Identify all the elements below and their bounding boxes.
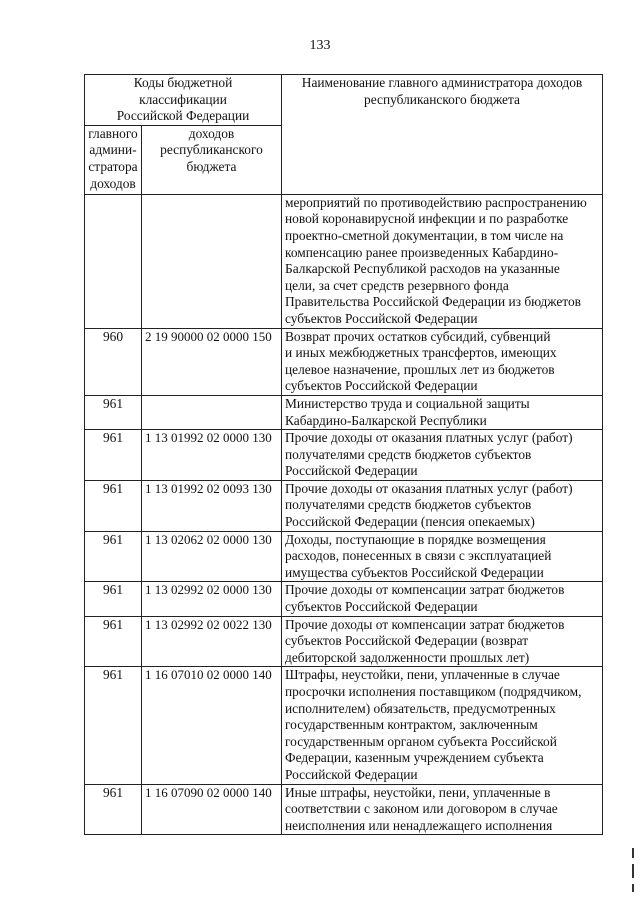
name-line: Прочие доходы от оказания платных услуг (работ) bbox=[285, 430, 573, 446]
header-line: республиканского bbox=[160, 142, 263, 158]
administrator-name-cell bbox=[282, 194, 603, 328]
revenue-code-cell: 1 13 01992 02 0000 130 bbox=[142, 430, 282, 481]
name-line: исполнителем) обязательств, предусмотренных bbox=[285, 700, 556, 716]
name-line: целевое назначение, прошлых лет из бюджетов bbox=[285, 361, 555, 377]
name-line: Штрафы, неустойки, пени, уплаченные в случае bbox=[285, 667, 560, 683]
name-line: новой коронавирусной инфекции и по разработке bbox=[285, 211, 569, 227]
header-line: Наименование главного администратора доходов bbox=[301, 75, 583, 90]
administrator-name-cell bbox=[282, 784, 603, 835]
name-line: Федерации, казенным учреждением субъекта bbox=[285, 750, 544, 766]
table-row bbox=[85, 616, 603, 667]
name-line: и иных межбюджетных трансфертов, имеющих bbox=[285, 345, 557, 361]
header-line: бюджета bbox=[186, 158, 237, 174]
table-header bbox=[85, 75, 603, 195]
table-row bbox=[85, 480, 603, 531]
administrator-code-cell: 961 bbox=[85, 531, 142, 582]
header-chief-administrator bbox=[85, 125, 142, 194]
administrator-name-cell bbox=[282, 531, 603, 582]
table-row bbox=[85, 194, 603, 328]
name-line: получателями средств бюджетов субъектов bbox=[285, 446, 532, 462]
name-line: Возврат прочих остатков субсидий, субвенций bbox=[285, 328, 551, 344]
table-row bbox=[85, 328, 603, 395]
name-line: субъектов Российской Федерации bbox=[285, 378, 478, 394]
header-budget-codes bbox=[85, 75, 282, 126]
name-line: Российской Федерации bbox=[285, 463, 418, 479]
name-line: государственным контрактом, заключенным bbox=[285, 717, 538, 733]
revenue-code-cell: 1 16 07010 02 0000 140 bbox=[142, 667, 282, 784]
revenue-code-cell: 1 13 01992 02 0093 130 bbox=[142, 480, 282, 531]
revenue-code-cell bbox=[142, 395, 282, 429]
name-line: государственным органом субъекта Российской bbox=[285, 733, 557, 749]
administrator-code-cell: 961 bbox=[85, 616, 142, 667]
name-line: просрочки исполнения поставщиком (подрядчиком, bbox=[285, 684, 582, 699]
name-line: Прочие доходы от оказания платных услуг (работ) bbox=[285, 480, 573, 496]
revenue-code-cell: 1 13 02062 02 0000 130 bbox=[142, 531, 282, 582]
name-line: дебиторской задолженности прошлых лет) bbox=[285, 649, 530, 665]
revenue-code-cell: 2 19 90000 02 0000 150 bbox=[142, 328, 282, 395]
header-administrator-name bbox=[282, 75, 603, 195]
header-line: главного bbox=[88, 125, 138, 141]
header-line: доходов bbox=[90, 175, 136, 191]
table-row bbox=[85, 395, 603, 429]
name-line: Балкарской Республикой расходов на указанные bbox=[285, 261, 560, 277]
header-revenue-code bbox=[142, 125, 282, 194]
administrator-name-cell bbox=[282, 480, 603, 531]
name-line: Иные штрафы, неустойки, пени, уплаченные в bbox=[285, 784, 551, 800]
budget-classification-table bbox=[84, 74, 603, 835]
name-line: субъектов Российской Федерации (возврат bbox=[285, 633, 529, 649]
administrator-code-cell: 961 bbox=[85, 480, 142, 531]
name-line: расходов, понесенных в связи с эксплуатацией bbox=[285, 548, 552, 564]
name-line: мероприятий по противодействию распространению bbox=[285, 194, 587, 210]
table-row bbox=[85, 784, 603, 835]
revenue-code-cell bbox=[142, 194, 282, 328]
name-line: Министерство труда и социальной защиты bbox=[285, 395, 530, 411]
administrator-code-cell: 961 bbox=[85, 784, 142, 835]
name-line: цели, за счет средств резервного фонда bbox=[285, 277, 509, 293]
header-line: республиканского бюджета bbox=[364, 91, 520, 107]
header-line: стратора bbox=[88, 158, 138, 174]
name-line: Правительства Российской Федерации из бюджетов bbox=[285, 294, 582, 310]
table-row bbox=[85, 430, 603, 481]
administrator-name-cell bbox=[282, 328, 603, 395]
table-row bbox=[85, 667, 603, 784]
administrator-name-cell bbox=[282, 667, 603, 784]
name-line: имущества субъектов Российской Федерации bbox=[285, 564, 544, 580]
name-line: субъектов Российской Федерации bbox=[285, 310, 478, 326]
header-line: доходов bbox=[188, 125, 235, 141]
scan-edge-marks bbox=[630, 848, 636, 905]
header-line: админи- bbox=[89, 142, 137, 158]
name-line: неисполнения или ненадлежащего исполнения bbox=[285, 817, 553, 833]
administrator-name-cell bbox=[282, 430, 603, 481]
administrator-code-cell bbox=[85, 194, 142, 328]
administrator-name-cell bbox=[282, 582, 603, 616]
administrator-code-cell: 961 bbox=[85, 667, 142, 784]
administrator-code-cell: 961 bbox=[85, 430, 142, 481]
revenue-code-cell: 1 13 02992 02 0022 130 bbox=[142, 616, 282, 667]
table-row bbox=[85, 582, 603, 616]
name-line: Доходы, поступающие в порядке возмещения bbox=[285, 531, 546, 547]
header-line: Российской Федерации bbox=[116, 108, 250, 124]
table-body bbox=[85, 194, 603, 835]
name-line: Прочие доходы от компенсации затрат бюджетов bbox=[285, 582, 565, 598]
administrator-name-cell bbox=[282, 395, 603, 429]
page-number: 133 bbox=[309, 38, 331, 53]
name-line: Прочие доходы от компенсации затрат бюджетов bbox=[285, 616, 565, 632]
name-line: Российской Федерации (пенсия опекаемых) bbox=[285, 514, 535, 530]
administrator-code-cell: 961 bbox=[85, 582, 142, 616]
name-line: проектно-сметной документации, в том числе на bbox=[285, 227, 564, 243]
name-line: соответствии с законом или договором в случае bbox=[285, 801, 558, 817]
name-line: Кабардино-Балкарской Республики bbox=[285, 412, 487, 428]
header-line: Коды бюджетной bbox=[133, 75, 233, 90]
name-line: субъектов Российской Федерации bbox=[285, 599, 478, 615]
name-line: компенсацию ранее произведенных Кабардино- bbox=[285, 244, 559, 260]
name-line: Российской Федерации bbox=[285, 766, 418, 782]
revenue-code-cell: 1 16 07090 02 0000 140 bbox=[142, 784, 282, 835]
administrator-name-cell bbox=[282, 616, 603, 667]
header-line: классификации bbox=[139, 91, 227, 107]
name-line: получателями средств бюджетов субъектов bbox=[285, 497, 532, 513]
administrator-code-cell: 960 bbox=[85, 328, 142, 395]
table-row bbox=[85, 531, 603, 582]
revenue-code-cell: 1 13 02992 02 0000 130 bbox=[142, 582, 282, 616]
administrator-code-cell: 961 bbox=[85, 395, 142, 429]
